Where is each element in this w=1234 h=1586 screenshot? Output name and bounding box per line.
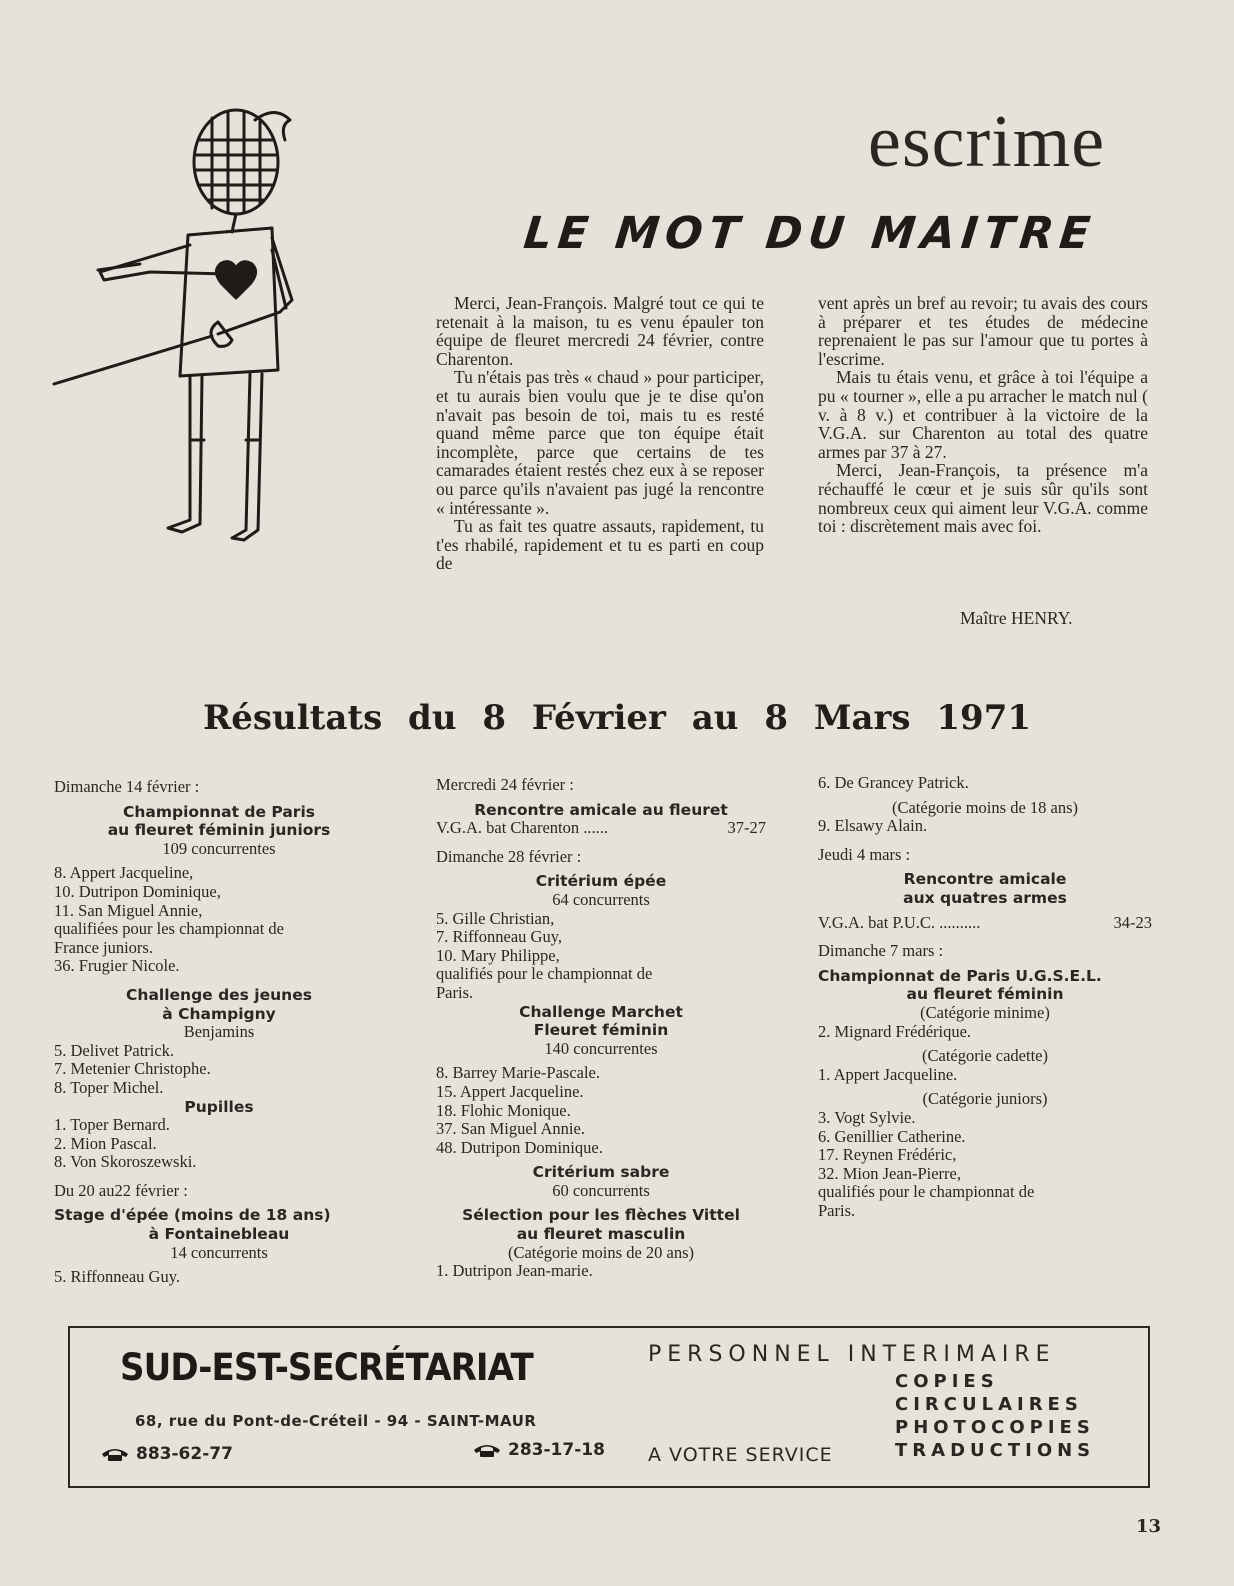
event-title: Championnat de Paris	[122, 802, 315, 821]
score-row	[436, 819, 766, 838]
ad-service-item: TRADUCTIONS	[895, 1440, 1096, 1461]
result-line: 9. Elsawy Alain.	[818, 816, 928, 836]
score-value: 37-27	[727, 818, 766, 838]
result-line: 37. San Miguel Annie.	[436, 1119, 585, 1139]
event-category: (Catégorie moins de 18 ans)	[891, 797, 1079, 817]
telephone-icon	[100, 1446, 130, 1462]
result-line: 10. Dutripon Dominique,	[54, 881, 221, 901]
event-category: (Catégorie minime)	[920, 1002, 1050, 1022]
event-date: Dimanche 7 mars :	[818, 941, 944, 961]
result-note: qualifiés pour le championnat de	[818, 1182, 1035, 1202]
event-date: Jeudi 4 mars :	[818, 844, 911, 864]
result-line: 1. Toper Bernard.	[54, 1115, 170, 1135]
event-title: Sélection pour les flèches Vittel	[462, 1206, 740, 1225]
ad-service-item: COPIES	[895, 1371, 999, 1392]
event-title: au fleuret féminin	[906, 985, 1064, 1004]
result-line: 6. De Grancey Patrick.	[818, 773, 969, 792]
ad-phone-number: 283-17-18	[508, 1440, 605, 1460]
fencer-illustration	[40, 100, 320, 550]
results-column-1	[54, 778, 384, 1287]
result-line: 48. Dutripon Dominique.	[436, 1137, 603, 1157]
result-line: 17. Reynen Frédéric,	[818, 1145, 957, 1165]
event-title: Rencontre amicale	[903, 870, 1067, 889]
result-line: 2. Mignard Frédérique.	[818, 1021, 972, 1041]
result-line: 5. Riffonneau Guy.	[54, 1267, 181, 1287]
ad-company-name: SUD-EST-SECRÉTARIAT	[120, 1346, 533, 1389]
ad-phone-2	[472, 1440, 605, 1460]
event-title: Stage d'épée (moins de 18 ans)	[54, 1206, 331, 1225]
ad-services-list	[895, 1370, 1095, 1462]
score-label: V.G.A. bat P.U.C. ..........	[818, 912, 981, 932]
letter-paragraph: Merci, Jean-François. Malgré tout ce qui te retenait à la maison, tu es venu épauler ton équipe de fleuret mercredi 24 février, contre Charenton.	[436, 293, 764, 369]
event-category: Pupilles	[184, 1097, 254, 1116]
letter-paragraph: Merci, Jean-François, ta présence m'a réchauffé le cœur et je suis sûr qu'ils sont nombreux ceux qui aiment leur V.G.A. comme toi : discrètement mais avec foi.	[818, 460, 1148, 537]
event-date: Du 20 au22 février :	[54, 1180, 188, 1200]
letter-column-1	[436, 294, 764, 573]
result-line: 1. Appert Jacqueline.	[818, 1064, 958, 1084]
letter-paragraph: Tu n'étais pas très « chaud » pour participer, et tu aurais bien voulu que je te dise qu'on n'avait pas besoin de toi, mais tu es resté quand même parce que ton équipe était incomplète, parce que certains de tes camarades étaient restés chez eux à se reposer ou parce qu'ils n'avaient pas jugé la rencontre « intéressante ».	[436, 367, 764, 518]
event-date: Dimanche 14 février :	[54, 777, 200, 796]
event-date: Dimanche 28 février :	[436, 846, 582, 866]
results-title: Résultats du 8 Février au 8 Mars 1971	[202, 698, 1032, 738]
ad-service-text: A VOTRE SERVICE	[648, 1444, 833, 1466]
telephone-icon	[472, 1442, 502, 1458]
result-line: 18. Flohic Monique.	[436, 1100, 571, 1120]
result-note: qualifiées pour les championnat de	[54, 919, 285, 939]
score-value: 34-23	[1113, 912, 1152, 932]
result-line: 2. Mion Pascal.	[54, 1133, 157, 1153]
result-line: 8. Appert Jacqueline,	[54, 863, 194, 883]
result-line: 6. Genillier Catherine.	[818, 1126, 966, 1146]
result-line: 1. Dutripon Jean-marie.	[436, 1261, 593, 1281]
section-title: escrime	[868, 101, 1106, 183]
event-title: aux quatres armes	[903, 888, 1067, 907]
result-line: 8. Barrey Marie-Pascale.	[436, 1063, 601, 1083]
event-category: (Catégorie cadette)	[922, 1046, 1048, 1066]
result-note: qualifiés pour le championnat de	[436, 964, 653, 984]
event-title: Challenge des jeunes	[126, 985, 312, 1004]
score-row	[818, 914, 1152, 933]
ad-service-item: CIRCULAIRES	[895, 1394, 1083, 1415]
result-line: 3. Vogt Sylvie.	[818, 1107, 916, 1127]
event-category: Benjamins	[183, 1022, 255, 1042]
letter-signature: Maître HENRY.	[960, 608, 1073, 628]
event-title: à Fontainebleau	[148, 1225, 290, 1244]
result-line: 10. Mary Philippe,	[436, 945, 560, 965]
event-count: 60 concurrents	[552, 1180, 650, 1200]
event-count: 109 concurrentes	[162, 838, 276, 858]
event-title: au fleuret masculin	[516, 1225, 686, 1244]
result-line: 36. Frugier Nicole.	[54, 956, 180, 976]
result-line: 7. Metenier Christophe.	[54, 1059, 211, 1079]
event-title: Critérium épée	[535, 872, 667, 891]
result-line: 5. Gille Christian,	[436, 908, 555, 928]
result-line: 32. Mion Jean-Pierre,	[818, 1163, 961, 1183]
result-line: 11. San Miguel Annie,	[54, 900, 203, 920]
letter-paragraph: vent après un bref au revoir; tu avais des cours à préparer et tes études de médecine reprenaient le pas sur l'amour que tu portes à l'escrime.	[818, 293, 1148, 369]
letter-paragraph: Tu as fait tes quatre assauts, rapidement, tu t'es rhabilé, rapidement et tu es parti en coup de	[436, 516, 764, 574]
article-headline: LE MOT DU MAITRE	[521, 208, 1099, 259]
ad-address: 68, rue du Pont-de-Créteil - 94 - SAINT-MAUR	[135, 1412, 537, 1430]
result-note: France juniors.	[54, 937, 153, 957]
score-label: V.G.A. bat Charenton ......	[436, 818, 609, 838]
event-category: (Catégorie juniors)	[922, 1089, 1048, 1109]
event-count: 140 concurrentes	[544, 1038, 658, 1058]
ad-phone-number: 883-62-77	[136, 1444, 233, 1464]
ad-phone-1	[100, 1444, 233, 1464]
results-column-3	[818, 774, 1152, 1220]
letter-column-2	[818, 294, 1148, 536]
page-number: 13	[1136, 1516, 1162, 1537]
letter-paragraph: Mais tu étais venu, et grâce à toi l'équipe a pu « tourner », elle a pu arracher le match nul ( v. à 8 v.) et contribuer à la victoire de la V.G.A. sur Charenton au total des quatre armes par 37 à 27.	[818, 367, 1148, 462]
event-count: 64 concurrents	[552, 889, 650, 909]
event-count: 14 concurrents	[170, 1242, 268, 1262]
event-title: à Champigny	[162, 1004, 276, 1023]
event-category: (Catégorie moins de 20 ans)	[507, 1242, 695, 1262]
result-line: 5. Delivet Patrick.	[54, 1040, 175, 1060]
event-title: Championnat de Paris U.G.S.E.L.	[818, 966, 1102, 985]
result-note: Paris.	[436, 982, 474, 1002]
event-title: Challenge Marchet	[519, 1002, 683, 1021]
event-title: Fleuret féminin	[533, 1021, 669, 1040]
results-column-2	[436, 776, 766, 1281]
ad-tagline: PERSONNEL INTERIMAIRE	[648, 1342, 1056, 1367]
result-line: 8. Toper Michel.	[54, 1077, 164, 1097]
event-title: Rencontre amicale au fleuret	[474, 800, 728, 819]
event-title: Critérium sabre	[532, 1163, 670, 1182]
result-line: 8. Von Skoroszewski.	[54, 1152, 197, 1172]
result-note: Paris.	[818, 1200, 856, 1220]
result-line: 7. Riffonneau Guy,	[436, 927, 563, 947]
ad-service-item: PHOTOCOPIES	[895, 1417, 1095, 1438]
event-title: au fleuret féminin juniors	[107, 821, 331, 840]
result-line: 15. Appert Jacqueline.	[436, 1081, 584, 1101]
event-date: Mercredi 24 février :	[436, 775, 574, 794]
